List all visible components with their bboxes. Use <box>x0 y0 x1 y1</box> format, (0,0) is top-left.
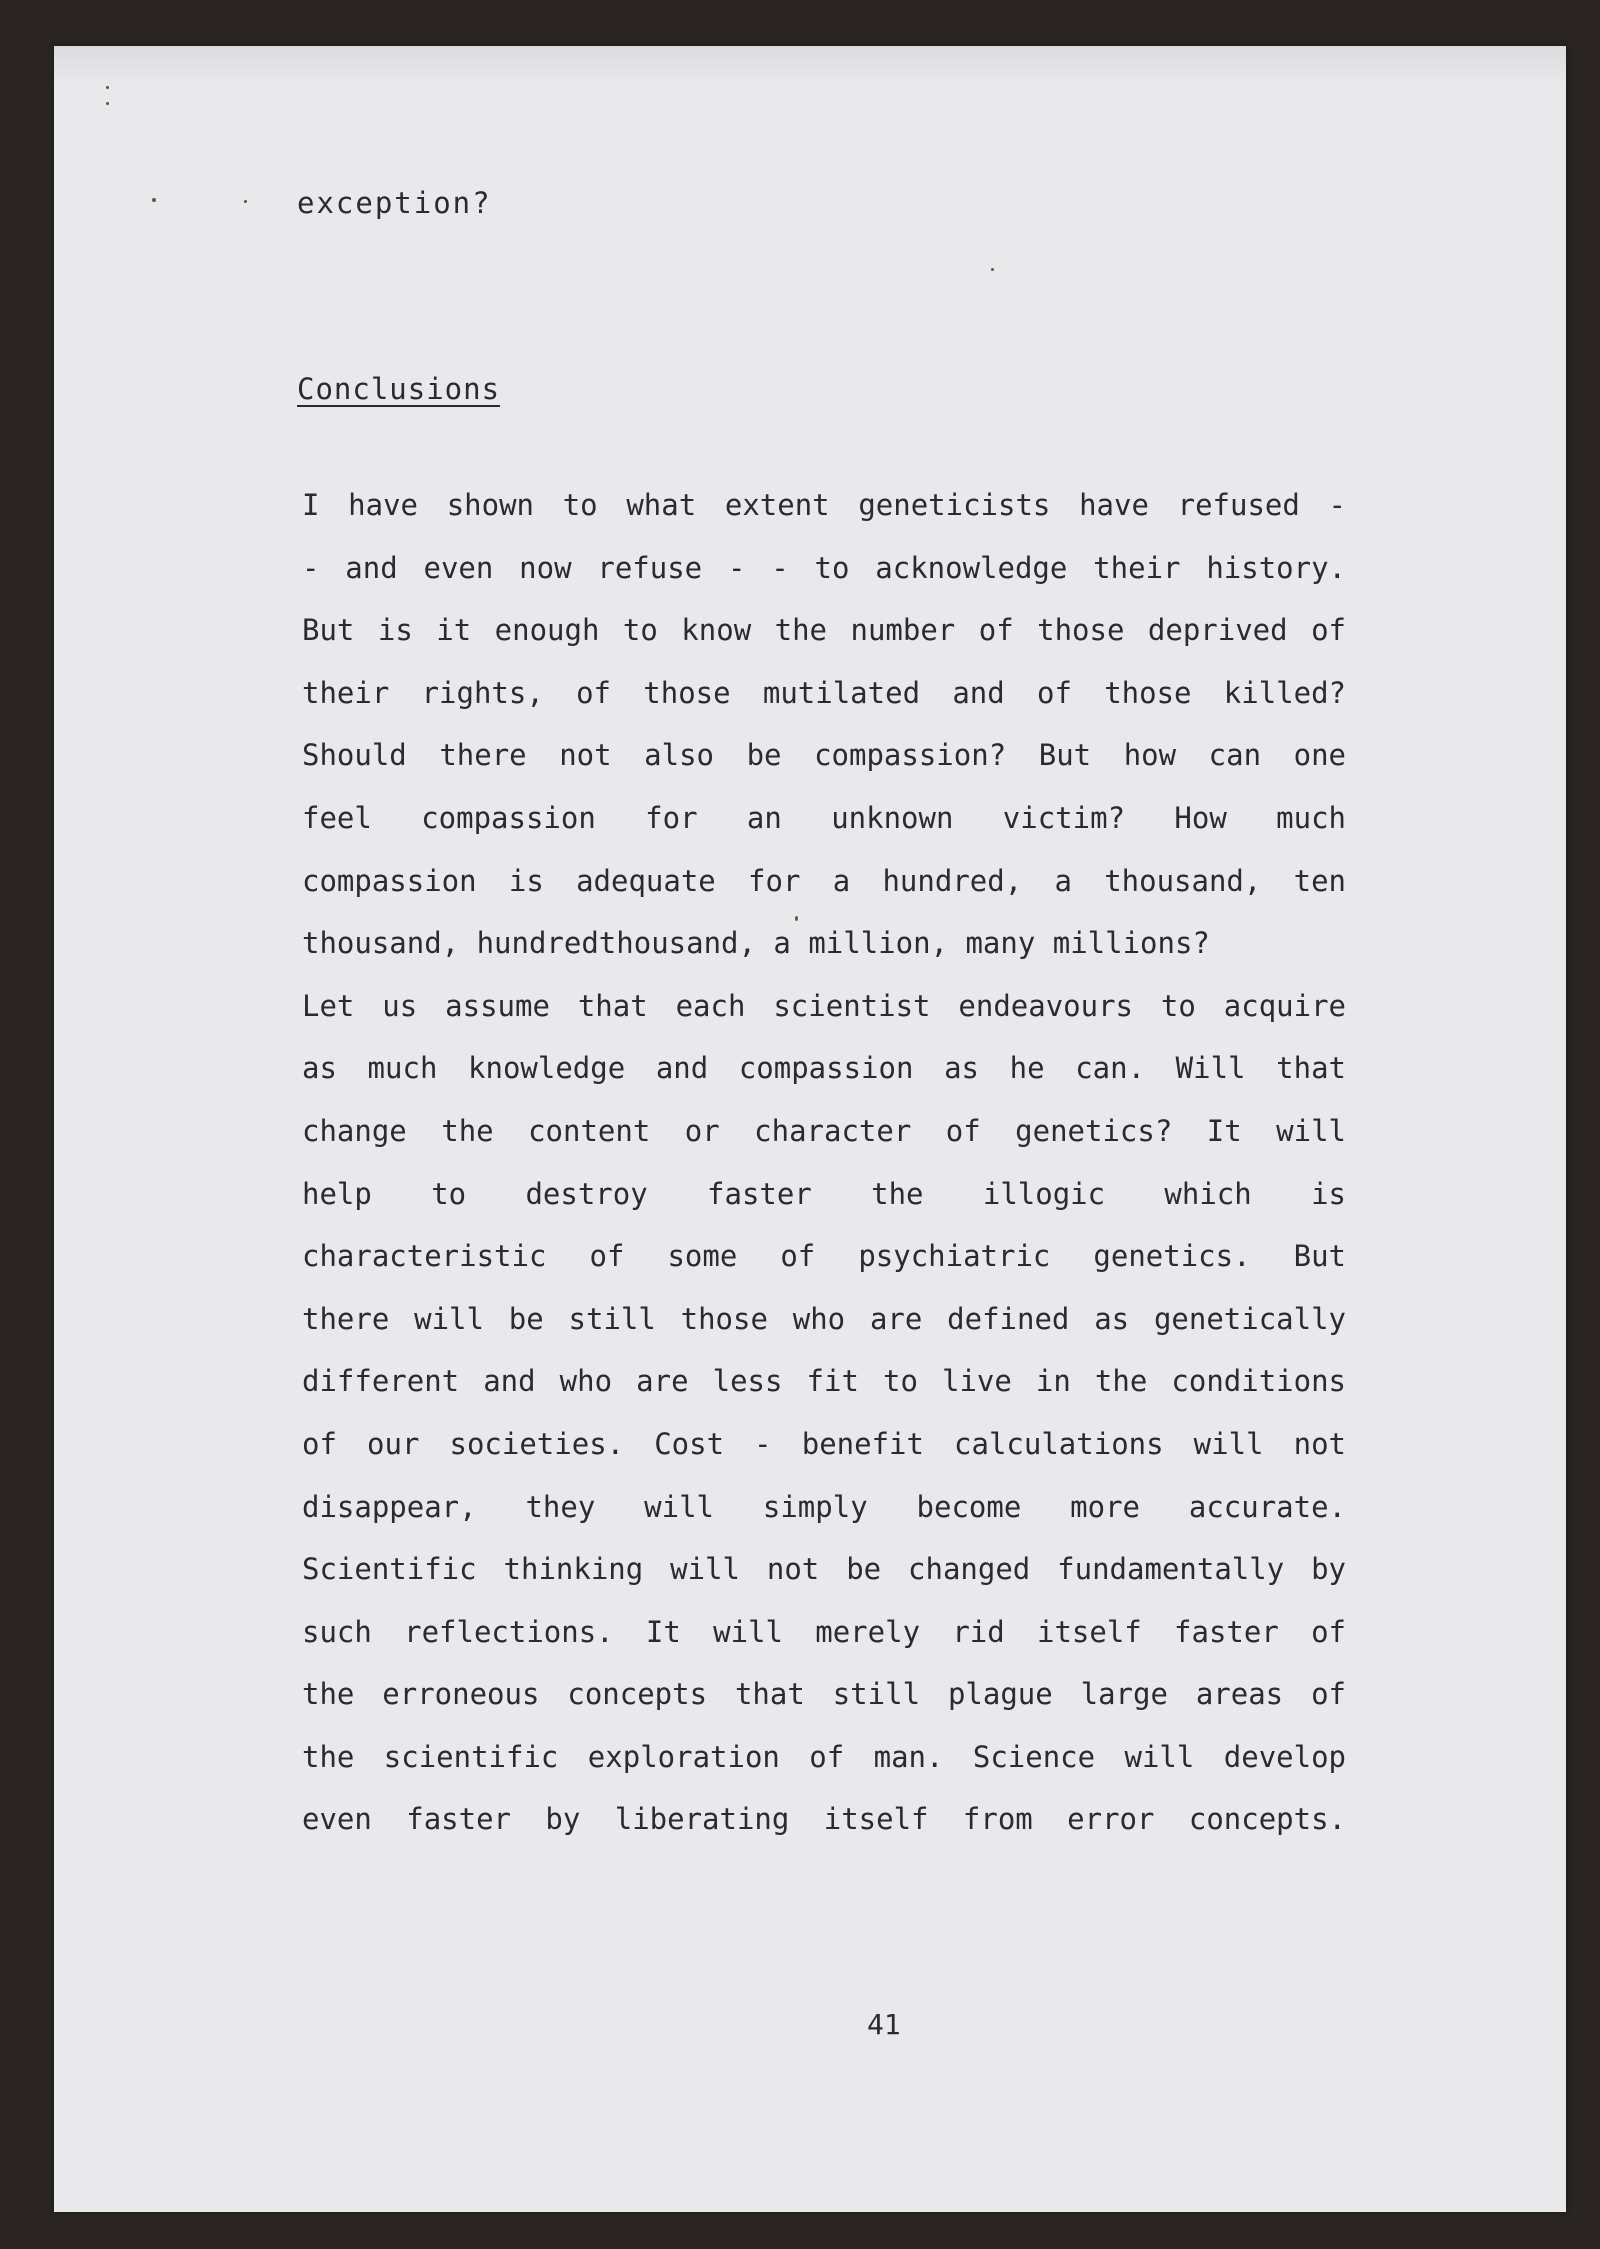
dust-speck <box>106 102 109 105</box>
paragraph-line: Should there not also be compassion? But how can one <box>302 738 1346 773</box>
paragraph-line: thousand, hundredthousand, a million, many millions? <box>302 926 1210 961</box>
carry-over-text: exception? <box>297 186 492 220</box>
dust-speck <box>991 268 994 271</box>
dust-speck <box>244 200 247 203</box>
dust-speck <box>106 86 109 89</box>
page-number: 41 <box>867 2008 901 2041</box>
conclusions-paragraph <box>302 474 1346 1851</box>
section-heading: Conclusions <box>297 372 501 406</box>
paragraph-line: disappear, they will simply become more accurate. <box>302 1489 1346 1524</box>
paragraph-line: But is it enough to know the number of those deprived of <box>302 613 1346 648</box>
paragraph-line: even faster by liberating itself from error concepts. <box>302 1802 1346 1837</box>
paragraph-line: - and even now refuse - - to acknowledge their history. <box>302 550 1346 585</box>
paragraph-line: the erroneous concepts that still plague large areas of <box>302 1677 1346 1712</box>
paragraph-line: such reflections. It will merely rid itself faster of <box>302 1614 1346 1649</box>
paragraph-line: the scientific exploration of man. Science will develop <box>302 1739 1346 1774</box>
paragraph-line: there will be still those who are defined as genetically <box>302 1301 1346 1336</box>
paragraph-line: their rights, of those mutilated and of those killed? <box>302 675 1346 710</box>
paragraph-line: feel compassion for an unknown victim? How much <box>302 800 1346 835</box>
dust-speck <box>152 198 156 202</box>
paper-sheet <box>54 46 1566 2212</box>
paragraph-line: characteristic of some of psychiatric genetics. But <box>302 1239 1346 1274</box>
paragraph-line: compassion is adequate for a hundred, a thousand, ten <box>302 863 1346 898</box>
paragraph-line: change the content or character of genetics? It will <box>302 1113 1346 1148</box>
sheet-top-edge <box>54 46 1566 86</box>
paragraph-line: different and who are less fit to live in the conditions <box>302 1364 1346 1399</box>
paragraph-line: Scientific thinking will not be changed fundamentally by <box>302 1552 1346 1587</box>
paragraph-line: as much knowledge and compassion as he can. Will that <box>302 1051 1346 1086</box>
paragraph-line: help to destroy faster the illogic which is <box>302 1176 1346 1211</box>
paragraph-line: of our societies. Cost - benefit calculations will not <box>302 1426 1346 1461</box>
paragraph-line: Let us assume that each scientist endeavours to acquire <box>302 988 1346 1023</box>
paragraph-line: I have shown to what extent geneticists have refused - <box>302 488 1346 522</box>
